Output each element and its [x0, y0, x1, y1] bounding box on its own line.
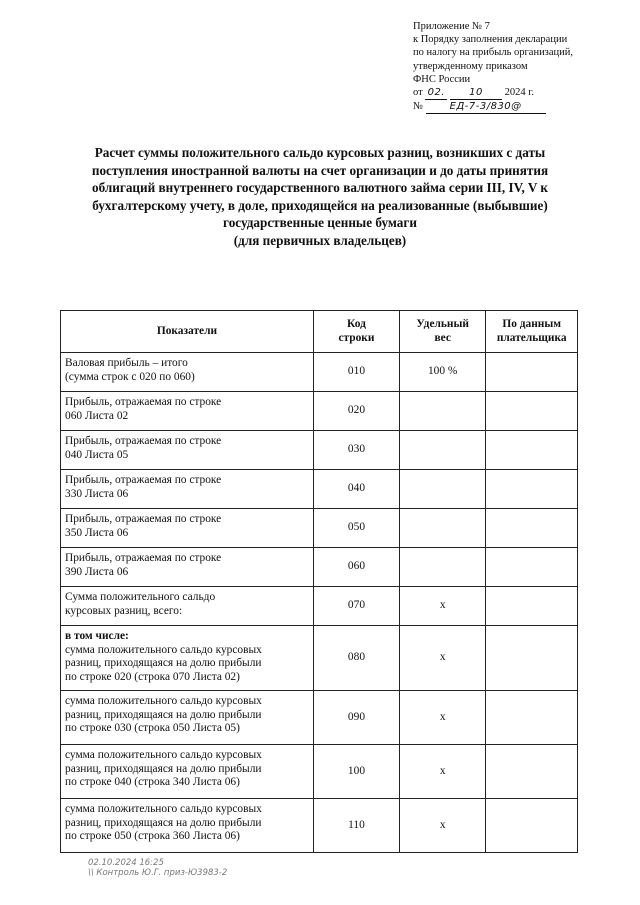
header-taxpayer [486, 311, 578, 353]
row-taxpayer-value[interactable] [486, 626, 578, 691]
approval-number [413, 100, 633, 114]
row-code: 010 [313, 353, 399, 392]
title-line: Расчет суммы положительного сальдо курсовых разниц, возникших с даты [94, 145, 546, 160]
row-label [61, 431, 314, 470]
row-weight: x [400, 587, 486, 626]
row-code: 050 [313, 509, 399, 548]
row-taxpayer-value[interactable] [486, 509, 578, 548]
row-label-line: курсовых разниц, всего: [65, 604, 183, 617]
row-label-line: (сумма строк с 020 по 060) [65, 370, 195, 383]
table-row [61, 745, 578, 799]
row-code: 060 [313, 548, 399, 587]
table-row [61, 509, 578, 548]
row-label-line: по строке 040 (строка 340 Листа 06) [65, 776, 240, 788]
date-month: 10 [450, 86, 502, 100]
row-taxpayer-value[interactable] [486, 587, 578, 626]
row-code: 080 [313, 626, 399, 691]
row-label-line: сумма положительного сальдо курсовых [65, 643, 262, 656]
table-row [61, 587, 578, 626]
header-code-line: строки [338, 331, 375, 344]
table-row [61, 470, 578, 509]
header-indicators: Показатели [61, 311, 314, 353]
row-weight: x [400, 799, 486, 853]
row-label-line: 330 Листа 06 [65, 487, 129, 500]
date-day: 02. [425, 86, 447, 100]
row-weight: 100 % [400, 353, 486, 392]
title-line: (для первичных владельцев) [233, 232, 407, 248]
row-label-line: разниц, приходящаяся на долю прибыли [65, 762, 262, 775]
row-label-line: 350 Листа 06 [65, 526, 129, 539]
row-code: 070 [313, 587, 399, 626]
row-label [61, 548, 314, 587]
row-label-line: Валовая прибыль – итого [65, 357, 188, 369]
title-line: государственные ценные бумаги [223, 215, 417, 230]
table-header-row [61, 311, 578, 353]
row-taxpayer-value[interactable] [486, 745, 578, 799]
row-label-line: сумма положительного сальдо курсовых [65, 803, 262, 815]
date-year: 2024 г. [504, 87, 534, 99]
row-label-line: Прибыль, отражаемая по строке [65, 513, 222, 525]
title-line: поступления иностранной валюты на счет организации и до даты принятия [91, 162, 549, 178]
header-weight-line: Удельный [416, 318, 469, 330]
row-code: 100 [313, 745, 399, 799]
row-label [61, 392, 314, 431]
row-label-line: Прибыль, отражаемая по строке [65, 552, 222, 564]
row-label [61, 587, 314, 626]
header-weight-line: вес [434, 331, 451, 344]
row-taxpayer-value[interactable] [486, 470, 578, 509]
row-taxpayer-value[interactable] [486, 691, 578, 745]
row-taxpayer-value[interactable] [486, 392, 578, 431]
row-weight[interactable] [400, 470, 486, 509]
table-row [61, 626, 578, 691]
row-code: 020 [313, 392, 399, 431]
row-weight[interactable] [400, 431, 486, 470]
row-code: 030 [313, 431, 399, 470]
row-label-line: 060 Листа 02 [65, 409, 129, 422]
row-label-line: 390 Листа 06 [65, 565, 129, 578]
row-code: 090 [313, 691, 399, 745]
table-row [61, 431, 578, 470]
row-weight[interactable] [400, 509, 486, 548]
header-weight [400, 311, 486, 353]
row-label-line: сумма положительного сальдо курсовых [65, 749, 262, 761]
row-label-line: Прибыль, отражаемая по строке [65, 474, 222, 486]
row-label-line: Сумма положительного сальдо [65, 591, 216, 603]
row-taxpayer-value[interactable] [486, 799, 578, 853]
row-label-heading: в том числе: [65, 630, 129, 642]
title-line: облигаций внутреннего государственного валютного займа серии III, IV, V к [91, 180, 548, 195]
table-row [61, 691, 578, 745]
row-label [61, 626, 314, 691]
header-code-line: Код [347, 318, 366, 330]
row-taxpayer-value[interactable] [486, 548, 578, 587]
approval-line: по налогу на прибыль организаций, [413, 47, 573, 59]
row-label-line: Прибыль, отражаемая по строке [65, 396, 222, 408]
row-label [61, 691, 314, 745]
document-title [60, 144, 580, 249]
row-weight: x [400, 745, 486, 799]
header-taxpayer-line: По данным [502, 318, 561, 330]
row-label [61, 470, 314, 509]
date-prefix: от [413, 87, 423, 99]
row-code: 040 [313, 470, 399, 509]
row-label-line: по строке 050 (строка 360 Листа 06) [65, 830, 240, 842]
row-label-line: по строке 030 (строка 050 Листа 05) [65, 722, 240, 734]
order-number: ЕД-7-3/830@ [426, 100, 546, 114]
row-taxpayer-value[interactable] [486, 431, 578, 470]
approval-block [413, 20, 633, 114]
row-label-line: разниц, приходящаяся на долю прибыли [65, 816, 262, 829]
row-label-line: разниц, приходящаяся на долю прибыли [65, 708, 262, 721]
number-prefix: № [413, 101, 424, 113]
row-label-line: разниц, приходящаяся на долю прибыли [65, 657, 262, 669]
approval-line: ФНС России [413, 73, 471, 85]
title-line: бухгалтерскому учету, в доле, приходящейся на реализованные (выбывшие) [92, 197, 548, 213]
approval-line: утвержденному приказом [413, 60, 528, 72]
table-row [61, 548, 578, 587]
row-label-line: 040 Листа 05 [65, 448, 129, 461]
table-row [61, 392, 578, 431]
header-taxpayer-line: плательщика [496, 331, 567, 344]
print-stamp-line: 02.10.2024 16:25 [88, 858, 164, 868]
print-stamp [88, 858, 227, 878]
print-stamp-line: \\ Контроль Ю.Г. приз-Ю3983-2 [88, 868, 228, 878]
row-taxpayer-value[interactable] [486, 353, 578, 392]
table-row [61, 353, 578, 392]
row-label-line: Прибыль, отражаемая по строке [65, 435, 222, 447]
row-label-line: по строке 020 (строка 070 Листа 02) [65, 670, 240, 683]
approval-line: Приложение № 7 [413, 21, 490, 32]
row-weight: x [400, 626, 486, 691]
row-label [61, 509, 314, 548]
row-code: 110 [313, 799, 399, 853]
row-label [61, 745, 314, 799]
row-label-line: сумма положительного сальдо курсовых [65, 695, 262, 707]
row-label [61, 353, 314, 392]
row-label [61, 799, 314, 853]
header-code [313, 311, 399, 353]
row-weight: x [400, 691, 486, 745]
approval-line: к Порядку заполнения декларации [413, 34, 568, 46]
table-row [61, 799, 578, 853]
calculation-table [60, 310, 578, 853]
row-weight[interactable] [400, 548, 486, 587]
row-weight[interactable] [400, 392, 486, 431]
approval-date [413, 86, 633, 100]
